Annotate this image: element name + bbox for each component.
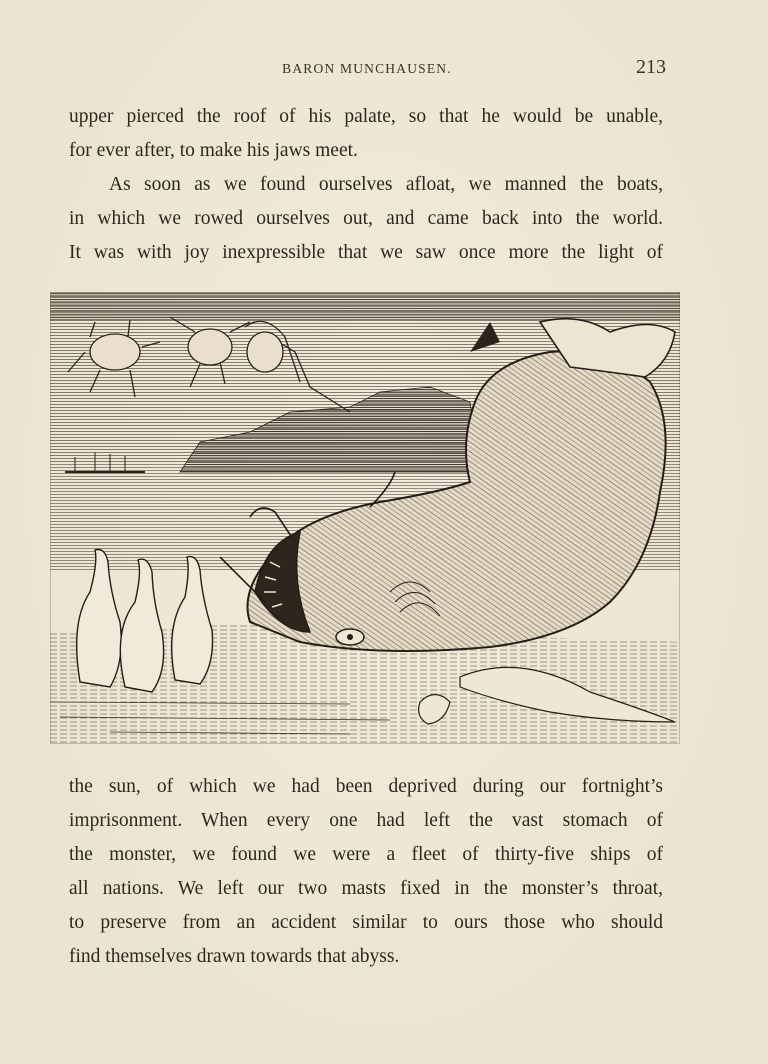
engraving-illustration (50, 292, 680, 744)
text-line: As soon as we found ourselves afloat, we manned the boats, (109, 174, 663, 195)
text-line: the monster, we found we were a fleet of thirty-five ships of (69, 844, 663, 865)
text-line: all nations. We left our two masts fixed in the monster’s throat, (69, 878, 663, 899)
text-line: It was with joy inexpressible that we saw once more the light of (69, 242, 663, 263)
body-text-top (69, 100, 663, 270)
beach-birds (77, 550, 213, 693)
paragraph-continued (69, 770, 663, 974)
text-line: imprisonment. When every one had left the vast stomach of (69, 810, 663, 831)
paragraph (69, 168, 663, 270)
running-title: BARON MUNCHAUSEN. (282, 61, 452, 76)
body-text-bottom (69, 770, 663, 974)
text-line: to preserve from an accident similar to ours those who should (69, 912, 663, 933)
text-line: find themselves drawn towards that abyss. (69, 946, 400, 967)
text-line: the sun, of which we had been deprived during our fortnight’s (69, 776, 663, 797)
text-line: upper pierced the roof of his palate, so that he would be unable, (69, 106, 663, 127)
paragraph-continued (69, 100, 663, 168)
page-header (68, 56, 666, 86)
page-number: 213 (636, 56, 666, 78)
text-line: for ever after, to make his jaws meet. (69, 140, 358, 161)
text-line: in which we rowed ourselves out, and came back into the world. (69, 208, 663, 229)
whale-engraving (50, 292, 680, 744)
